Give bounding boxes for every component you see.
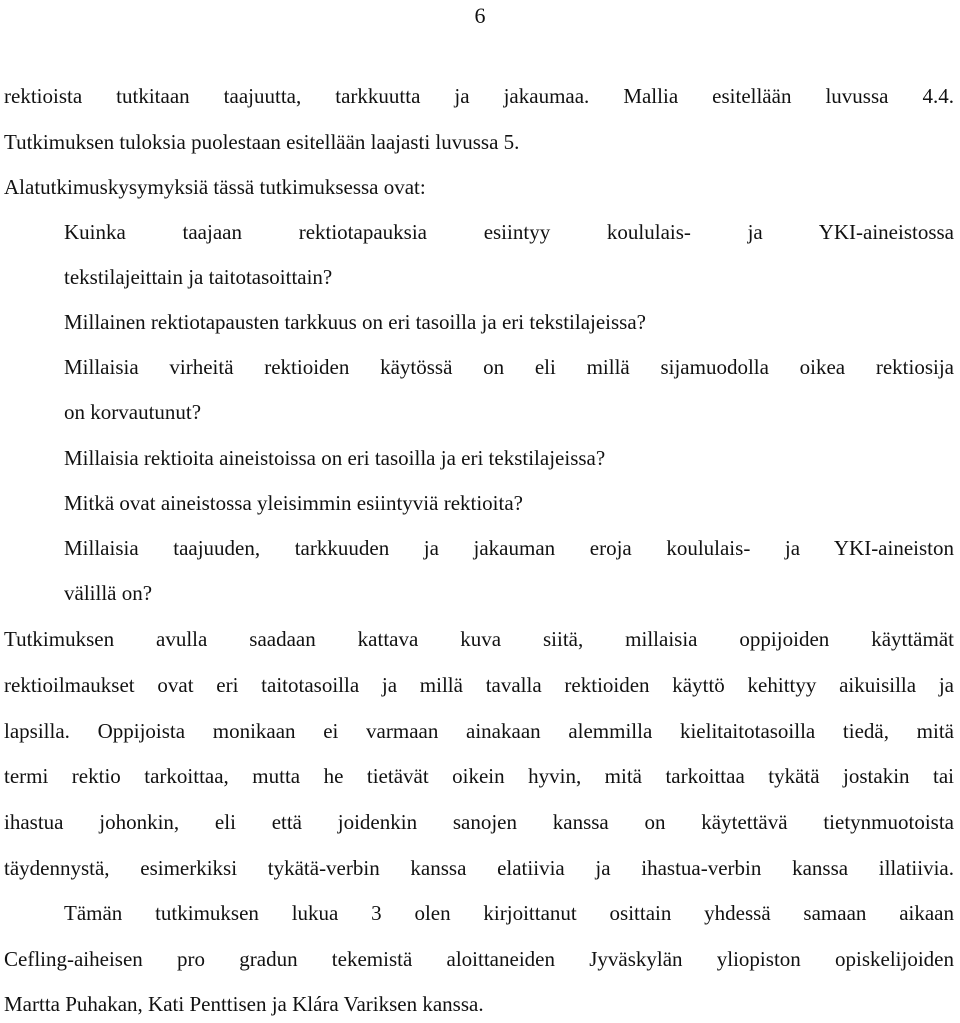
page-number: 6 <box>474 3 486 28</box>
text-line: Cefling-aiheisen pro gradun tekemistä aloittaneiden Jyväskylän yliopiston opiskelijoiden <box>4 947 954 971</box>
text-line: termi rektio tarkoittaa, mutta he tietävät oikein hyvin, mitä tarkoittaa tykätä jostakin tai <box>4 764 954 788</box>
text-line: välillä on? <box>64 581 153 605</box>
text-line: tekstilajeittain ja taitotasoittain? <box>64 265 333 289</box>
text-line: rektioista tutkitaan taajuutta, tarkkuutta ja jakaumaa. Mallia esitellään luvussa 4.4. <box>4 84 954 108</box>
text-line: lapsilla. Oppijoista monikaan ei varmaan ainakaan alemmilla kielitaitotasoilla tiedä, mitä <box>4 719 954 743</box>
text-line: Mitkä ovat aineistossa yleisimmin esiintyviä rektioita? <box>64 491 523 515</box>
text-line: Millaisia taajuuden, tarkkuuden ja jakauman eroja koululais- ja YKI-aineiston <box>64 536 954 560</box>
text-line: on korvautunut? <box>64 400 202 424</box>
text-line: Tämän tutkimuksen lukua 3 olen kirjoittanut osittain yhdessä samaan aikaan <box>64 901 954 925</box>
text-line: Millaisia virheitä rektioiden käytössä on eli millä sijamuodolla oikea rektiosija <box>64 355 954 379</box>
text-line: täydennystä, esimerkiksi tykätä-verbin kanssa elatiivia ja ihastua-verbin kanssa illatiivia. <box>4 856 954 880</box>
text-line: Kuinka taajaan rektiotapauksia esiintyy koululais- ja YKI-aineistossa <box>64 220 954 244</box>
text-line: Alatutkimuskysymyksiä tässä tutkimuksessa ovat: <box>4 175 426 199</box>
text-line: ihastua johonkin, eli että joidenkin sanojen kanssa on käytettävä tietynmuotoista <box>4 810 954 834</box>
text-line: Tutkimuksen tuloksia puolestaan esitellään laajasti luvussa 5. <box>4 130 520 154</box>
text-line: Martta Puhakan, Kati Penttisen ja Klára Variksen kanssa. <box>4 992 484 1016</box>
text-line: rektioilmaukset ovat eri taitotasoilla ja millä tavalla rektioiden käyttö kehittyy aikuisilla ja <box>4 673 954 697</box>
text-line: Tutkimuksen avulla saadaan kattava kuva siitä, millaisia oppijoiden käyttämät <box>4 627 954 651</box>
text-line: Millaisia rektioita aineistoissa on eri tasoilla ja eri tekstilajeissa? <box>64 446 606 470</box>
text-line: Millainen rektiotapausten tarkkuus on eri tasoilla ja eri tekstilajeissa? <box>64 310 646 334</box>
